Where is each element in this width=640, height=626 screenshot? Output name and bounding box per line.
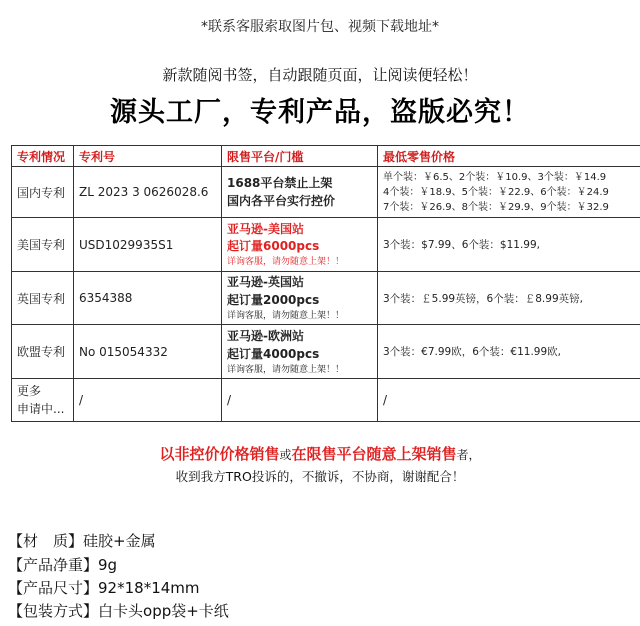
spec-value: 92*18*14mm bbox=[98, 579, 200, 597]
patent-number: No 015054332 bbox=[74, 325, 222, 379]
spec-material bbox=[8, 530, 156, 551]
spec-label: 【产品尺寸】 bbox=[8, 579, 99, 597]
platform-note: 详询客服，请勿随意上架！！ bbox=[227, 364, 345, 375]
platform-line: 起订量2000pcs bbox=[227, 293, 320, 307]
platform-line: 亚马逊-美国站 bbox=[227, 221, 304, 236]
spec-size bbox=[8, 577, 200, 598]
warning-text: 或 bbox=[279, 448, 292, 462]
price-cell: 3个装：￡5.99英镑，6个装：￡8.99英镑, bbox=[378, 272, 640, 325]
price-cell: / bbox=[378, 379, 640, 422]
platform-line: 起订量6000pcs bbox=[227, 238, 320, 253]
patent-number: 6354388 bbox=[74, 272, 222, 325]
platform-cell bbox=[222, 167, 378, 218]
table-row bbox=[12, 379, 640, 422]
platform-note: 详询客服，请勿随意上架！！ bbox=[227, 311, 345, 321]
price-cell bbox=[378, 167, 640, 218]
patent-status bbox=[12, 379, 74, 422]
patent-number: USD1029935S1 bbox=[74, 218, 222, 272]
spec-packaging bbox=[8, 600, 229, 621]
warning-text: 以非控价价格销售 bbox=[159, 445, 280, 463]
spec-value: 9g bbox=[98, 556, 118, 574]
patent-status: 国内专利 bbox=[12, 167, 74, 218]
patent-status: 英国专利 bbox=[12, 272, 74, 325]
contact-notice: *联系客服索取图片包、视频下载地址* bbox=[201, 19, 439, 35]
platform-cell bbox=[222, 218, 378, 272]
status-line: 申请中... bbox=[17, 402, 65, 416]
col-header-price: 最低零售价格 bbox=[378, 146, 640, 167]
patent-number: / bbox=[74, 379, 222, 422]
price-line: 单个装：￥6.5、2个装：￥10.9、3个装：￥14.9 bbox=[383, 171, 607, 183]
platform-line: 国内各平台实行控价 bbox=[227, 194, 336, 208]
spec-label: 【产品净重】 bbox=[8, 556, 99, 574]
price-cell: 3个装：€7.99欧，6个装：€11.99欧, bbox=[378, 325, 640, 379]
spec-value: 白卡头opp袋+卡纸 bbox=[98, 602, 229, 620]
price-line: 7个装：￥26.9、8个装：￥29.9、9个装：￥32.9 bbox=[383, 201, 609, 213]
platform-line: 亚马逊-英国站 bbox=[227, 275, 304, 289]
col-header-number: 专利号 bbox=[74, 146, 222, 167]
table-row bbox=[12, 218, 640, 272]
table-row bbox=[12, 325, 640, 379]
col-header-status: 专利情况 bbox=[12, 146, 74, 167]
status-line: 更多 bbox=[17, 384, 42, 398]
patent-table bbox=[11, 145, 640, 422]
spec-weight bbox=[8, 554, 117, 575]
platform-cell bbox=[222, 272, 378, 325]
spec-value: 硅胶+金属 bbox=[83, 532, 156, 550]
warning-line-1 bbox=[0, 443, 640, 464]
product-subtitle: 新款随阅书签，自动跟随页面，让阅读便轻松！ bbox=[162, 66, 478, 84]
patent-status: 美国专利 bbox=[12, 218, 74, 272]
warning-text: 者， bbox=[456, 448, 481, 462]
patent-number: ZL 2023 3 0626028.6 bbox=[74, 167, 222, 218]
warning-line-2: 收到我方TRO投诉的，不撤诉，不协商，谢谢配合！ bbox=[175, 469, 465, 484]
price-line: 4个装：￥18.9、5个装：￥22.9、6个装：￥24.9 bbox=[383, 186, 609, 198]
col-header-platform: 限售平台/门槛 bbox=[222, 146, 378, 167]
price-cell: 3个装：$7.99、6个装：$11.99, bbox=[378, 218, 640, 272]
table-row bbox=[12, 272, 640, 325]
headline: 源头工厂，专利产品，盗版必究！ bbox=[110, 97, 530, 128]
platform-cell bbox=[222, 325, 378, 379]
spec-label: 【包装方式】 bbox=[8, 602, 99, 620]
platform-note: 详询客服，请勿随意上架！！ bbox=[227, 256, 345, 267]
platform-line: 1688平台禁止上架 bbox=[227, 176, 333, 190]
platform-line: 起订量4000pcs bbox=[227, 346, 320, 361]
table-row bbox=[12, 167, 640, 218]
spec-label: 【材 质】 bbox=[8, 532, 84, 550]
table-header-row bbox=[12, 146, 640, 167]
patent-status: 欧盟专利 bbox=[12, 325, 74, 379]
platform-line: 亚马逊-欧洲站 bbox=[227, 328, 304, 343]
warning-text: 在限售平台随意上架销售 bbox=[291, 445, 457, 463]
platform-cell: / bbox=[222, 379, 378, 422]
